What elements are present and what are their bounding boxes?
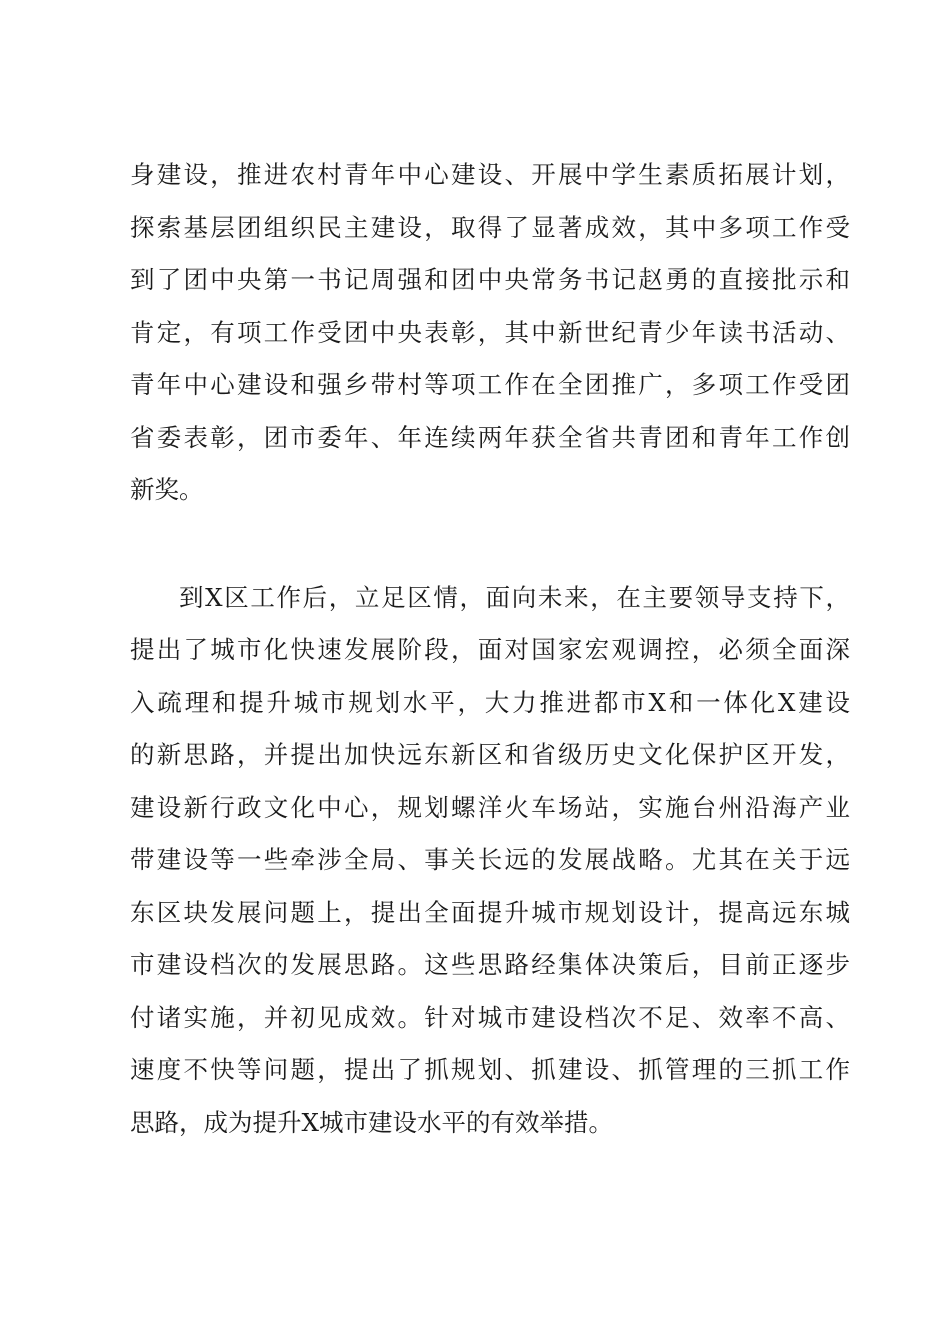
document-body: [130, 149, 850, 1149]
paragraph-line: 新奖。: [130, 475, 204, 504]
paragraph-line: 建设新行政文化中心，规划螺洋火车场站，实施台州沿海产业: [130, 792, 850, 822]
paragraph-line: 到了团中央第一书记周强和团中央常务书记赵勇的直接批示和: [130, 265, 850, 294]
paragraph-spacer: [130, 517, 850, 572]
paragraph-1: [130, 149, 850, 517]
paragraph-line: 肯定，有项工作受团中央表彰，其中新世纪青少年读书活动、: [130, 317, 850, 347]
paragraph-line: 入疏理和提升城市规划水平，大力推进都市X和一体化X建设: [130, 687, 850, 717]
paragraph-line: 付诸实施，并初见成效。针对城市建设档次不足、效率不高、: [130, 1002, 850, 1032]
paragraph-line: 的新思路，并提出加快远东新区和省级历史文化保护区开发，: [130, 740, 850, 769]
paragraph-line: 身建设，推进农村青年中心建设、开展中学生素质拓展计划，: [130, 160, 850, 189]
paragraph-2: [130, 572, 850, 1150]
paragraph-line: 速度不快等问题，提出了抓规划、抓建设、抓管理的三抓工作: [130, 1055, 850, 1084]
paragraph-line: 提出了城市化快速发展阶段，面对国家宏观调控，必须全面深: [130, 635, 850, 664]
paragraph-line: 到X区工作后，立足区情，面向未来，在主要领导支持下，: [179, 582, 850, 612]
paragraph-line: 带建设等一些牵涉全局、事关长远的发展战略。尤其在关于远: [130, 845, 850, 874]
paragraph-line: 思路，成为提升X城市建设水平的有效举措。: [130, 1107, 613, 1137]
paragraph-line: 省委表彰，团市委年、年连续两年获全省共青团和青年工作创: [130, 422, 850, 452]
paragraph-line: 东区块发展问题上，提出全面提升城市规划设计，提高远东城: [130, 897, 850, 927]
paragraph-line: 市建设档次的发展思路。这些思路经集体决策后，目前正逐步: [130, 950, 850, 979]
paragraph-line: 青年中心建设和强乡带村等项工作在全团推广，多项工作受团: [130, 370, 850, 399]
paragraph-line: 探索基层团组织民主建设，取得了显著成效，其中多项工作受: [130, 212, 850, 242]
